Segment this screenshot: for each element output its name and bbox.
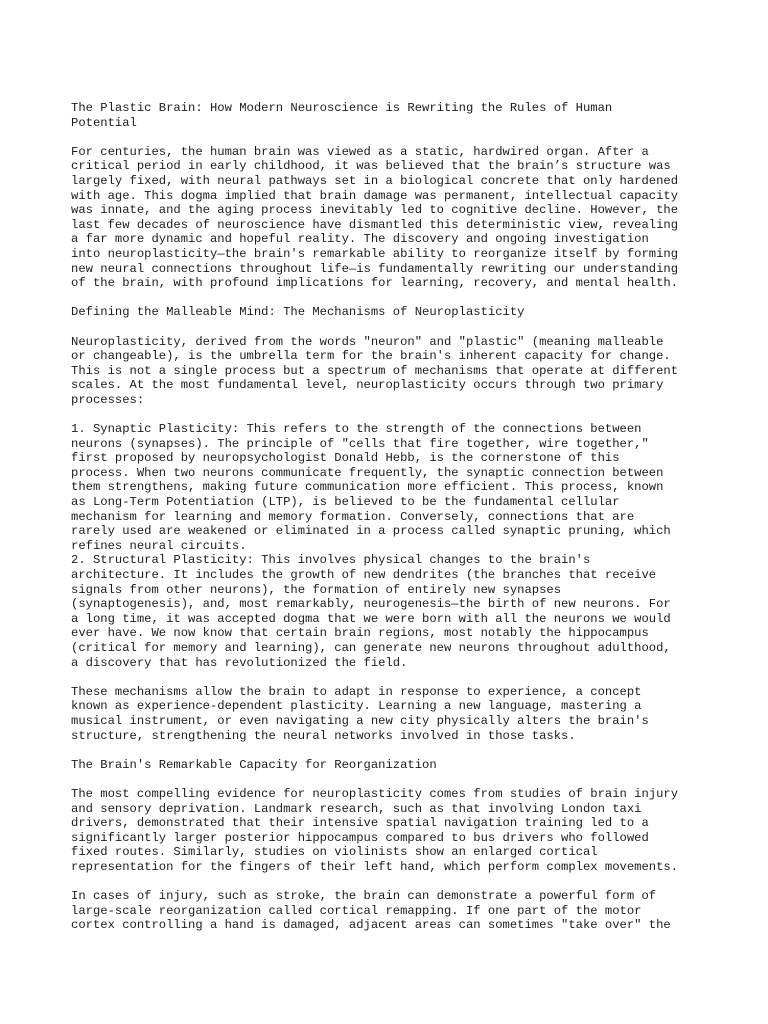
section-heading-mechanisms: Defining the Malleable Mind: The Mechanisms of Neuroplasticity [71, 305, 525, 320]
list-item-structural-plasticity: 2. Structural Plasticity: This involves physical changes to the brain's architecture. It includes the growth of new dendrites (the branches that receive signals from other neurons), the formation of entirely new synapses (synaptogenesis), and, most remarkably, neurogenesis—the birth of new neurons. For a long time, it was accepted dogma that we were born with all the neurons we would ever have. We now know that certain brain regions, most notably the hippocampus (critical for memory and learning), can generate new neurons throughout adulthood, a discovery that has revolutionized the field. [71, 553, 671, 670]
cortical-remapping-paragraph: In cases of injury, such as stroke, the brain can demonstrate a powerful form of large-scale reorganization called cortical remapping. If one part of the motor cortex controlling a hand is damaged, adjacent areas can sometimes "take over" the [71, 889, 671, 933]
document-body [71, 101, 711, 933]
section-heading-reorganization: The Brain's Remarkable Capacity for Reorganization [71, 757, 437, 772]
list-item-synaptic-plasticity: 1. Synaptic Plasticity: This refers to the strength of the connections between neurons (synapses). The principle of "cells that fire together, wire together," first proposed by neuropsychologist Donald Hebb, is the cornerstone of this process. When two neurons communicate frequently, the synaptic connection between them strengthens, making future communication more efficient. This process, known as Long-Term Potentiation (LTP), is believed to be the fundamental cellular mechanism for learning and memory formation. Conversely, connections that are rarely used are weakened or eliminated in a process called synaptic pruning, which refines neural circuits. [71, 422, 671, 553]
evidence-paragraph: The most compelling evidence for neuroplasticity comes from studies of brain injury and sensory deprivation. Landmark research, such as that involving London taxi drivers, demonstrated that their intensive spatial navigation training led to a significantly larger posterior hippocampus compared to bus drivers who followed fixed routes. Similarly, studies on violinists show an enlarged cortical representation for the fingers of their left hand, which perform complex movements. [71, 786, 679, 874]
mechanisms-paragraph: Neuroplasticity, derived from the words "neuron" and "plastic" (meaning malleable or changeable), is the umbrella term for the brain's inherent capacity for change. This is not a single process but a spectrum of mechanisms that operate at different scales. At the most fundamental level, neuroplasticity occurs through two primary processes: [71, 334, 679, 407]
experience-dependent-paragraph: These mechanisms allow the brain to adapt in response to experience, a concept known as experience-dependent plasticity. Learning a new language, mastering a musical instrument, or even navigating a new city physically alters the brain's structure, strengthening the neural networks involved in those tasks. [71, 684, 649, 743]
document-title: The Plastic Brain: How Modern Neuroscience is Rewriting the Rules of Human Potential [71, 101, 613, 130]
intro-paragraph: For centuries, the human brain was viewed as a static, hardwired organ. After a critical period in early childhood, it was believed that the brain’s structure was largely fixed, with neural pathways set in a biological concrete that only hardened with age. This dogma implied that brain damage was permanent, intellectual capacity was innate, and the aging process inevitably led to cognitive decline. However, the last few decades of neuroscience have dismantled this deterministic view, revealing a far more dynamic and hopeful reality. The discovery and ongoing investigation into neuroplasticity—the brain's remarkable ability to reorganize itself by forming new neural connections throughout life—is fundamentally rewriting our understanding of the brain, with profound implications for learning, recovery, and mental health. [71, 144, 679, 291]
